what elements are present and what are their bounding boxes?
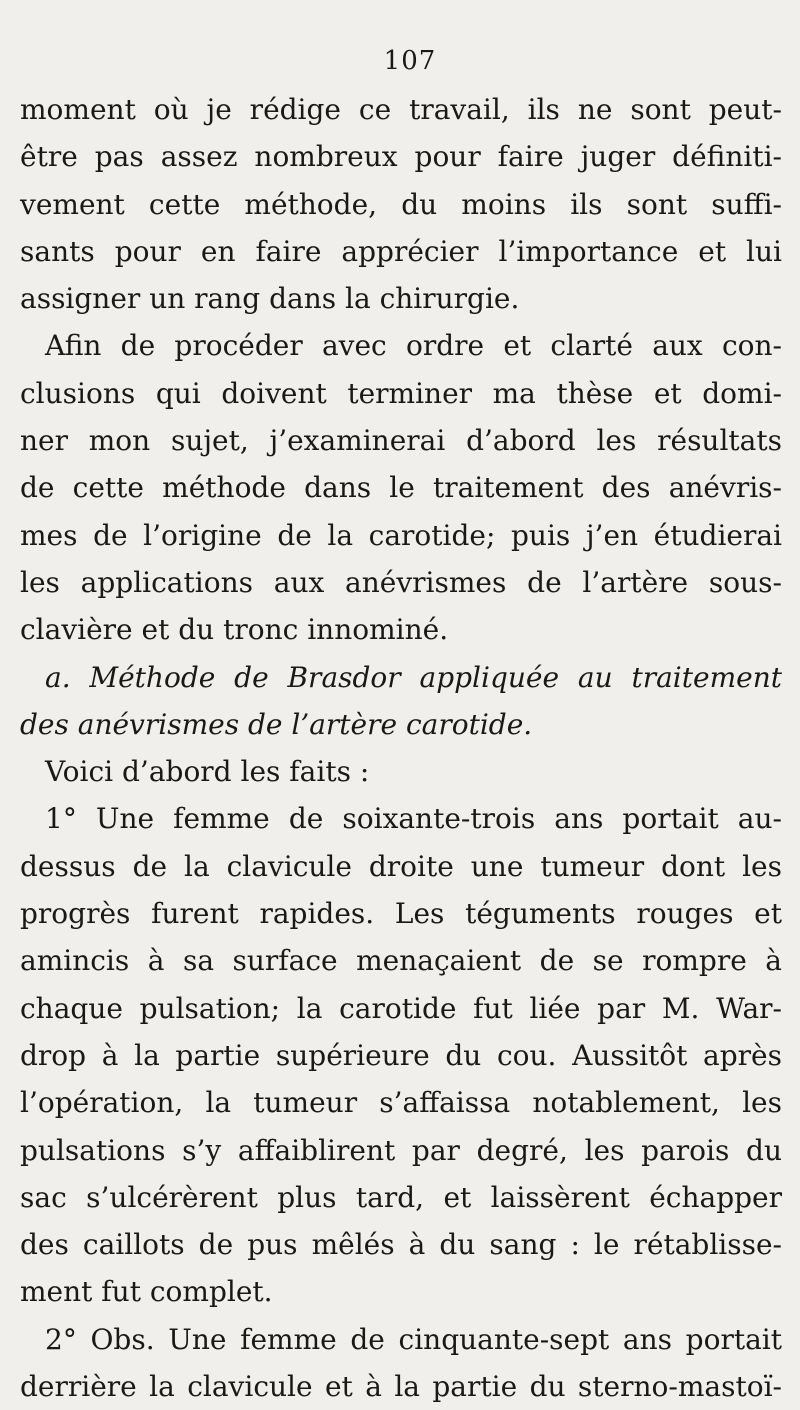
text-line: 1° Une femme de soixante-trois ans portait au- bbox=[45, 802, 782, 836]
text-line: clusions qui doivent terminer ma thèse et domi- bbox=[20, 376, 782, 410]
text-line: sac s’ulcérèrent plus tard, et laissèrent échapper bbox=[20, 1180, 782, 1214]
text-line: chaque pulsation; la carotide fut liée par M. War- bbox=[20, 991, 782, 1025]
text-line: pulsations s’y affaiblirent par degré, les parois du bbox=[20, 1133, 782, 1167]
text-line: drop à la partie supérieure du cou. Aussitôt après bbox=[20, 1038, 782, 1072]
text-line: 2° Obs. Une femme de cinquante-sept ans portait bbox=[45, 1322, 782, 1356]
text-line: des caillots de pus mêlés à du sang : le rétablisse- bbox=[20, 1228, 782, 1262]
text-line: clavière et du tronc innominé. bbox=[20, 613, 449, 647]
text-line: ment fut complet. bbox=[20, 1275, 273, 1309]
body-text bbox=[20, 86, 782, 1410]
text-line: Afin de procéder avec ordre et clarté aux con- bbox=[45, 329, 782, 363]
text-line: l’opération, la tumeur s’affaissa notablement, les bbox=[20, 1086, 782, 1120]
text-line: être pas assez nombreux pour faire juger définiti- bbox=[20, 140, 782, 174]
section-heading: des anévrismes de l’artère carotide. bbox=[20, 707, 533, 741]
page-number: 107 bbox=[383, 46, 437, 76]
text-line: assigner un rang dans la chirurgie. bbox=[20, 282, 520, 316]
text-line: de cette méthode dans le traitement des anévris- bbox=[20, 471, 782, 505]
text-line: mes de l’origine de la carotide; puis j’en étudierai bbox=[20, 518, 782, 552]
text-line: ner mon sujet, j’examinerai d’abord les résultats bbox=[20, 424, 782, 458]
text-line: vement cette méthode, du moins ils sont suffi- bbox=[20, 187, 782, 221]
text-line: moment où je rédige ce travail, ils ne sont peut- bbox=[20, 93, 782, 126]
text-line: amincis à sa surface menaçaient de se rompre à bbox=[20, 944, 782, 978]
text-line: dessus de la clavicule droite une tumeur dont les bbox=[20, 849, 782, 883]
section-heading: a. Méthode de Brasdor appliquée au traitement bbox=[45, 660, 782, 694]
text-line: progrès furent rapides. Les téguments rouges et bbox=[20, 897, 782, 931]
text-line: les applications aux anévrismes de l’artère sous- bbox=[20, 565, 782, 599]
text-line: derrière la clavicule et à la partie du sterno-mastoï- bbox=[20, 1370, 782, 1404]
text-line: sants pour en faire apprécier l’importance et lui bbox=[20, 234, 782, 268]
text-line: Voici d’abord les faits : bbox=[45, 755, 370, 789]
